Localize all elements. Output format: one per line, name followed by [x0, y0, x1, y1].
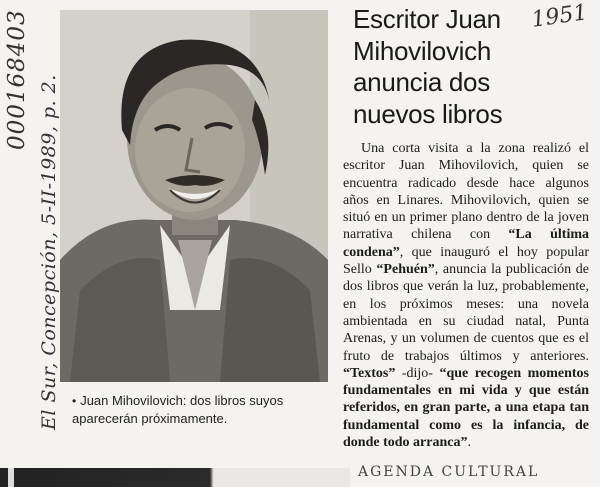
author-quote: “que recogen momentos fundamentales en mi vida y que están referidos, en gran parte, a una etapa tan fundamental como es la infancia, de donde todo arranca”: [343, 365, 590, 451]
article-text-4: -dijo-: [395, 365, 440, 381]
strip-gap: [8, 468, 14, 487]
section-stamp: AGENDA CULTURAL: [358, 464, 540, 480]
portrait-illustration: [60, 10, 328, 382]
article-text-2: , que inauguró el hoy popular Sello: [343, 244, 589, 278]
photo-caption: [72, 392, 332, 428]
headline: Escritor Juan Mihovilovich anuncia dos nuevos libros: [353, 4, 503, 129]
article-body: [343, 140, 589, 451]
book-title: “La última condena”: [343, 227, 589, 260]
caption-text: Juan Mihovilovich: dos libros suyos aparecerán próximamente.: [72, 393, 284, 426]
handwritten-source-note: El Sur, Concepción, 5-II-1989, p. 2.: [38, 74, 60, 430]
article-text-5: .: [467, 435, 471, 451]
article-text-3: , anuncia la publicación de dos libros que verán la luz, probablemente, en los próximos meses: una novela ambientada en su ciudad natal, Punta Arenas, y un volumen de cuentos que es el fruto de trabajos últimos y anteriores.: [343, 262, 589, 364]
bullet-icon: •: [72, 394, 77, 408]
article-text-1: Una corta visita a la zona realizó el escritor Juan Mihovilovich, quien se encuentra radicado desde hace algunos años en Linares. Mihovilovich, quien se situó en un primer plano dentro de la joven narrativa chilena con: [343, 141, 589, 243]
handwritten-year: 1951: [530, 0, 589, 33]
author-photo: [60, 10, 328, 382]
catalog-number: 000168403: [4, 9, 30, 150]
publisher-name: “Pehuén”: [376, 262, 435, 278]
scan-edge-strip: [0, 468, 350, 487]
quoted-title: “Textos”: [343, 365, 396, 381]
